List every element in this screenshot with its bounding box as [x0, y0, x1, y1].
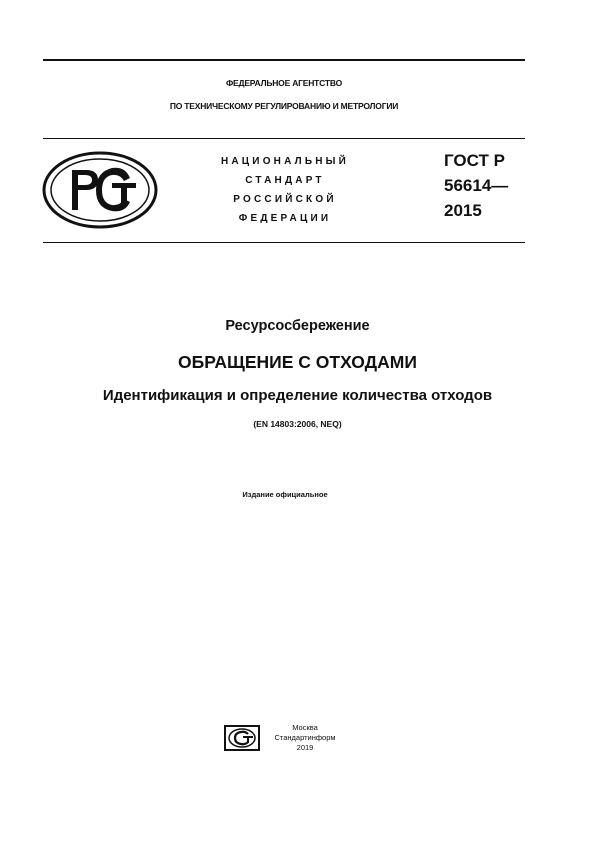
standartinform-logo-icon — [224, 725, 260, 751]
publisher-city: Москва — [292, 723, 318, 732]
document-reference: (EN 14803:2006, NEQ) — [253, 419, 342, 429]
standard-type-line1: НАЦИОНАЛЬНЫЙ — [220, 156, 350, 167]
header-bottom-rule — [43, 242, 525, 243]
standard-type-line2: СТАНДАРТ — [245, 175, 325, 186]
header-divider — [43, 138, 525, 139]
agency-name-line2: ПО ТЕХНИЧЕСКОМУ РЕГУЛИРОВАНИЮ И МЕТРОЛОГИИ — [169, 101, 399, 111]
standard-designation — [444, 148, 508, 223]
designation-prefix: ГОСТ Р — [444, 151, 505, 170]
standard-type-line4: ФЕДЕРАЦИИ — [238, 213, 332, 224]
document-title: ОБРАЩЕНИЕ С ОТХОДАМИ — [178, 352, 417, 372]
document-subtitle: Идентификация и определение количества отходов — [102, 387, 493, 404]
top-rule — [43, 59, 525, 61]
standard-type-block — [200, 152, 370, 228]
document-series: Ресурсосбережение — [225, 318, 370, 334]
rst-emblem-icon — [42, 150, 158, 230]
publisher-block — [264, 723, 346, 753]
publisher-year: 2019 — [296, 743, 314, 752]
agency-name-line1: ФЕДЕРАЛЬНОЕ АГЕНТСТВО — [225, 78, 343, 88]
designation-number: 56614— — [444, 176, 509, 195]
edition-note: Издание официальное — [242, 490, 328, 499]
designation-year: 2015 — [444, 201, 482, 220]
publisher-name: Стандартинформ — [274, 733, 336, 742]
standard-type-line3: РОССИЙСКОЙ — [233, 194, 337, 205]
